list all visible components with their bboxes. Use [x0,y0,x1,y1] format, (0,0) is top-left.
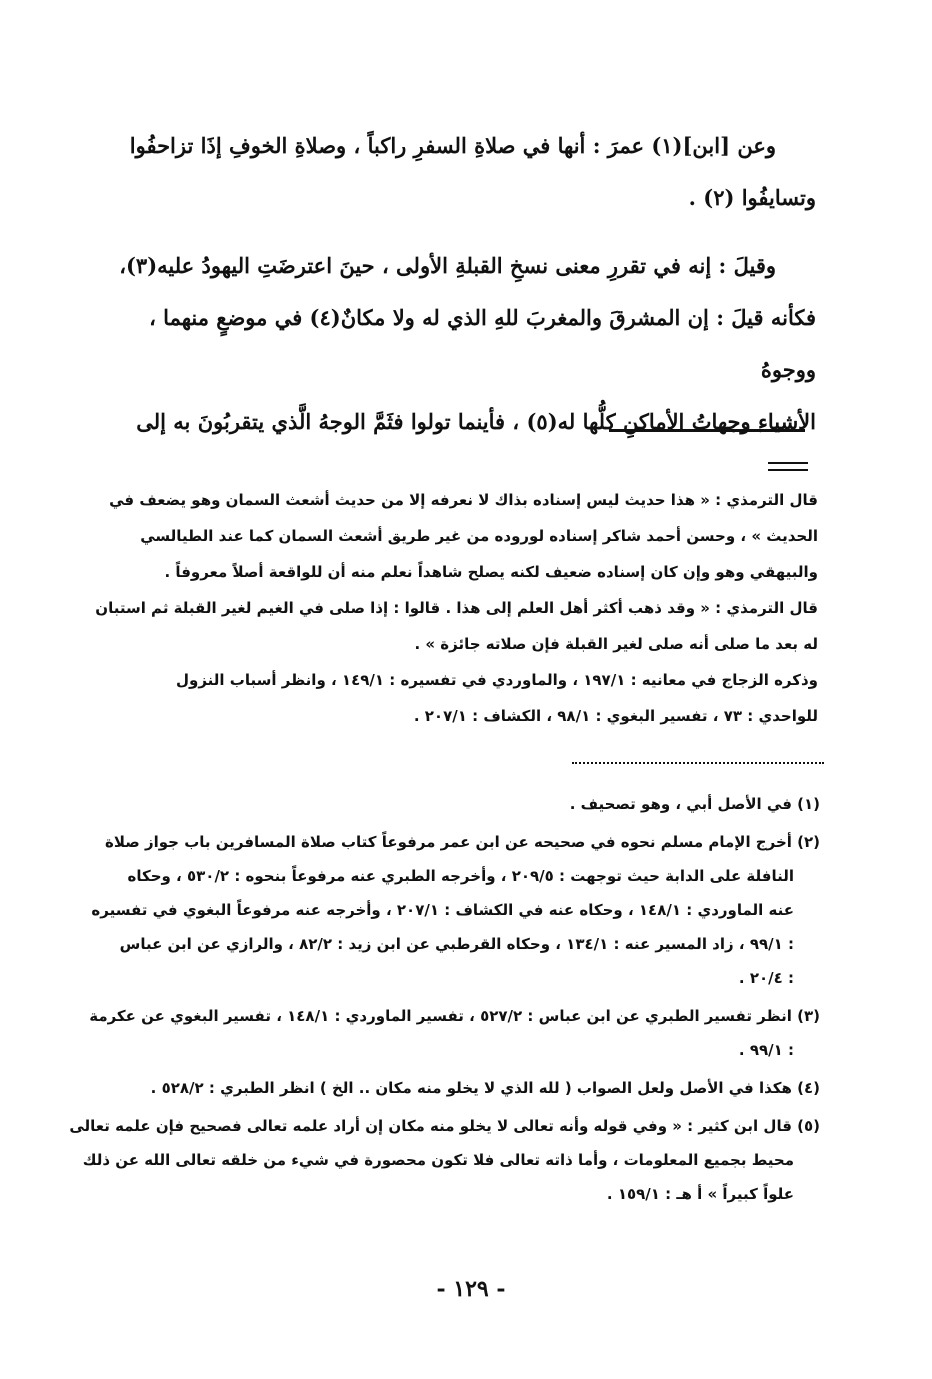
footnote-line: (٥) قال ابن كثير : « وفي قوله وأنه تعالى لا يخلو منه مكان إن أراد علمه تعالى فصحيح فإن علمه تعالى [69,1117,820,1135]
footnote-5 [69,1109,820,1211]
footnote-line: النافلة على الدابة حيث توجهت : ٢٠٩/٥ ، وأخرجه الطبري عنه مرفوعاً بنحوه : ٥٣٠/٢ ، وحكاه [127,867,794,885]
text-line: وتسايفُوا (٢) . [688,185,816,210]
dotted-separator [572,762,824,764]
footnote-line: محيط بجميع المعلومات ، وأما ذاته تعالى فلا تكون محصورة في شيء من خلقه تعالى الله عن ذلك [82,1151,794,1169]
continuation-separator [768,462,808,471]
main-paragraph [104,240,816,448]
note-line: وذكره الزجاج في معانيه : ١٩٧/١ ، والماوردي في تفسيره : ١٤٩/١ ، وانظر أسباب النزول [176,671,818,689]
footnote-line: (١) في الأصل أبي ، وهو تصحيف . [569,795,820,813]
footnote-line: (٤) هكذا في الأصل ولعل الصواب ( لله الذي لا يخلو منه مكان .. الخ ) انظر الطبري : ٥٢٨/٢ . [150,1079,820,1097]
footnote-line: علواً كبيراً » أ هـ : ١٥٩/١ . [606,1185,794,1203]
footnote-line: : ٩٩/١ . [738,1041,794,1059]
note-line: قال الترمذي : « هذا حديث ليس إسناده بذاك لا نعرفه إلا من حديث أشعث السمان وهو يضعف في [109,491,818,509]
text-line: فكأنه قيلَ : إن المشرقَ والمغربَ للهِ الذي له ولا مكانٌ(٤) في موضعٍ منهما ، ووجوهُ [149,305,816,382]
footnote-4 [112,1071,820,1105]
footnote-1 [112,787,820,821]
continued-footnotes [95,482,818,734]
footnote-line: (٣) انظر تفسير الطبري عن ابن عباس : ٥٢٧/٢ ، تفسير الماوردي : ١٤٨/١ ، تفسير البغوي عن عكرمة [89,1007,820,1025]
note-line: قال الترمذي : « وقد ذهب أكثر أهل العلم إلى هذا . قالوا : إذا صلى في الغيم لغير القبلة ثم استبان [95,599,818,617]
note-line: له بعد ما صلى أنه صلى لغير القبلة فإن صلاته جائزة » . [414,635,818,653]
footnotes [69,787,820,1215]
footnote-separator [609,429,805,432]
footnote-3 [89,999,820,1067]
page-number: - ١٢٩ - [436,1276,506,1302]
footnote-line: : ٩٩/١ ، زاد المسير عنه : ١٣٤/١ ، وحكاه القرطبي عن ابن زيد : ٨٢/٢ ، والرازي عن ابن عباس [119,935,794,953]
main-paragraph [104,120,816,224]
footnote-2 [91,825,820,995]
note-line: للواحدي : ٧٣ ، تفسير البغوي : ٩٨/١ ، الكشاف : ٢٠٧/١ . [413,707,818,725]
text-line: وقيلَ : إنه في تقررِ معنى نسخِ القبلةِ الأولى ، حينَ اعترضَتِ اليهودُ عليه(٣)، [119,253,776,278]
footnote-line: عنه الماوردي : ١٤٨/١ ، وحكاه عنه في الكشاف : ٢٠٧/١ ، وأخرجه عنه مرفوعاً البغوي في تفسيره [91,901,794,919]
note-line: الحديث » ، وحسن أحمد شاكر إسناده لوروده من غير طريق أشعث السمان كما عند الطيالسي [140,527,818,545]
main-text [104,120,816,448]
text-line: الأشياءِ وجهاتُ الأماكنِ كلُّها له(٥) ، فأينما تولوا فثَمَّ الوجهُ الَّذي يتقربُونَ به إلى [136,409,816,434]
footnote-line: (٢) أخرج الإمام مسلم نحوه في صحيحه عن ابن عمر مرفوعاً كتاب صلاة المسافرين باب جواز صلاة [105,833,820,851]
text-line: وعن [ابن](١) عمرَ : أنها في صلاةِ السفرِ راكباً ، وصلاةِ الخوفِ إذَا تزاحفُوا [129,133,776,158]
note-line: والبيهقي وهو وإن كان إسناده ضعيف لكنه يصلح شاهداً نعلم منه أن للواقعة أصلاً معروفاً . [164,563,818,581]
footnote-line: : ٢٠/٤ . [738,969,794,987]
